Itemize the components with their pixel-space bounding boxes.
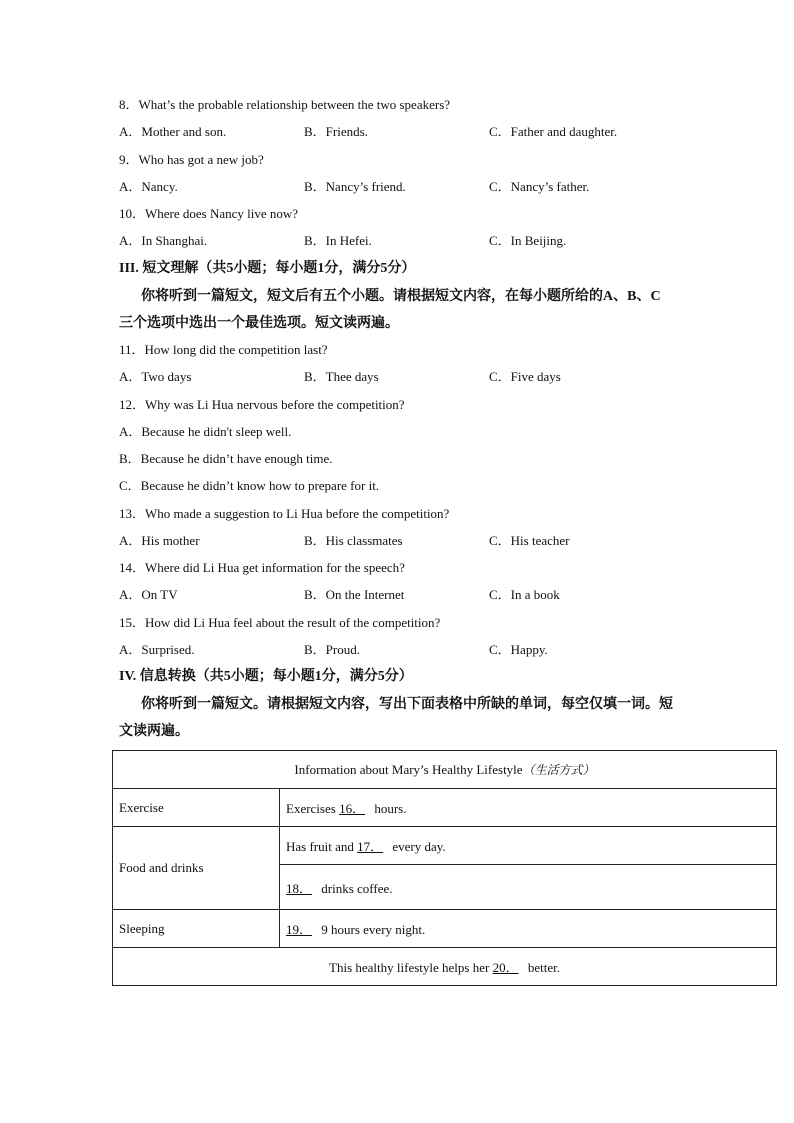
q15-option-c: C．Happy. [489, 642, 548, 657]
sleeping-cell [280, 910, 777, 948]
question-13: 13．Who made a suggestion to Li Hua before the competition? [119, 506, 450, 521]
footer-text-pre: This healthy lifestyle helps her [329, 960, 493, 975]
food1-text-post: every day. [389, 839, 446, 854]
footer-text-post: better. [524, 960, 560, 975]
section-4-heading: IV. 信息转换（共5小题；每小题1分，满分5分） [119, 669, 413, 684]
exercise-text-post: hours. [371, 801, 407, 816]
q14-option-b: B．On the Internet [304, 587, 405, 602]
q14-option-c: C．In a book [489, 587, 560, 602]
q10-option-a: A．In Shanghai. [119, 233, 208, 248]
question-8: 8．What’s the probable relationship between the two speakers? [119, 97, 451, 112]
table-title-note: （生活方式） [522, 763, 595, 777]
q11-option-b: B．Thee days [304, 369, 379, 384]
section-3-instruction-1: 你将听到一篇短文，短文后有五个小题。请根据短文内容，在每小题所给的A、B、C [141, 289, 661, 304]
q10-option-c: C．In Beijing. [489, 233, 567, 248]
q15-option-a: A．Surprised. [119, 642, 195, 657]
q13-option-c: C．His teacher [489, 533, 570, 548]
q12-option-b: B．Because he didn’t have enough time. [119, 451, 333, 466]
q13-option-a: A．His mother [119, 533, 200, 548]
q15-option-b: B．Proud. [304, 642, 360, 657]
lifestyle-table [112, 750, 777, 986]
exercise-text-pre: Exercises [286, 801, 340, 816]
q11-option-a: A．Two days [119, 369, 192, 384]
q14-option-a: A．On TV [119, 587, 178, 602]
food2-text-post: drinks coffee. [318, 880, 393, 896]
food-cell-1 [280, 827, 777, 865]
q12-option-a: A．Because he didn't sleep well. [119, 424, 292, 439]
question-12: 12．Why was Li Hua nervous before the competition? [119, 397, 405, 412]
q12-option-c: C．Because he didn’t know how to prepare for it. [119, 478, 380, 493]
question-11: 11．How long did the competition last? [119, 342, 328, 357]
question-10: 10．Where does Nancy live now? [119, 206, 299, 221]
section-4-instruction-2: 文读两遍。 [119, 724, 189, 739]
sleeping-label: Sleeping [113, 910, 280, 948]
q8-option-a: A．Mother and son. [119, 124, 227, 139]
table-title [113, 751, 777, 789]
food1-text-pre: Has fruit and [286, 839, 358, 854]
table-title-text: Information about Mary’s Healthy Lifestyle [294, 762, 523, 777]
q8-option-c: C．Father and daughter. [489, 124, 618, 139]
sleep-text-post: 9 hours every night. [318, 922, 426, 937]
table-footer [113, 948, 777, 986]
q11-option-c: C．Five days [489, 369, 561, 384]
blank-19[interactable]: 19． [286, 922, 313, 937]
blank-16[interactable]: 16． [339, 801, 366, 816]
blank-18[interactable]: 18． [286, 880, 313, 896]
question-14: 14．Where did Li Hua get information for the speech? [119, 560, 405, 575]
section-4-instruction-1: 你将听到一篇短文。请根据短文内容，写出下面表格中所缺的单词，每空仅填一词。短 [141, 697, 673, 712]
q9-option-a: A．Nancy. [119, 179, 178, 194]
q8-option-b: B．Friends. [304, 124, 368, 139]
food-label: Food and drinks [113, 827, 280, 910]
question-9: 9．Who has got a new job? [119, 152, 264, 167]
exercise-cell [280, 789, 777, 827]
q9-option-b: B．Nancy’s friend. [304, 179, 406, 194]
q10-option-b: B．In Hefei. [304, 233, 372, 248]
question-15: 15．How did Li Hua feel about the result of the competition? [119, 615, 441, 630]
blank-20[interactable]: 20． [492, 960, 519, 975]
section-3-instruction-2: 三个选项中选出一个最佳选项。短文读两遍。 [119, 316, 399, 331]
food-cell-2 [280, 865, 777, 910]
exercise-label: Exercise [113, 789, 280, 827]
section-3-heading: III. 短文理解（共5小题；每小题1分，满分5分） [119, 261, 416, 276]
blank-17[interactable]: 17． [357, 839, 384, 854]
q9-option-c: C．Nancy’s father. [489, 179, 590, 194]
q13-option-b: B．His classmates [304, 533, 403, 548]
